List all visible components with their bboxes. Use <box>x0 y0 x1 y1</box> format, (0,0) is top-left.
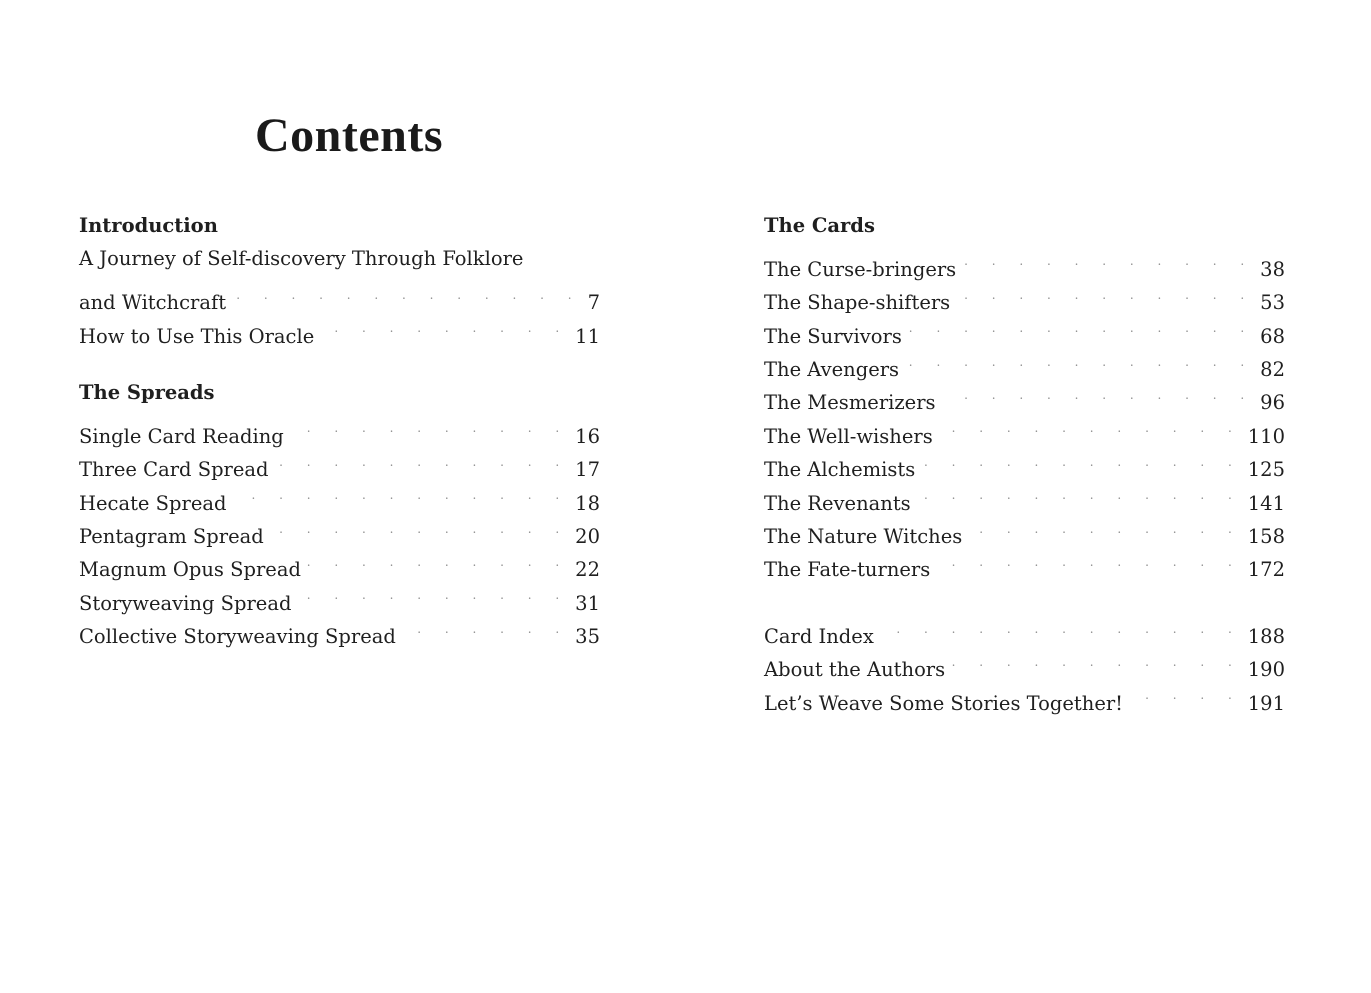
toc-entry-label: Magnum Opus Spread <box>79 558 301 582</box>
dot-leader <box>908 309 1254 342</box>
toc-entry[interactable] <box>79 409 600 448</box>
toc-entry-page-number: 17 <box>575 458 600 482</box>
toc-entry-label: The Well-wishers <box>764 424 933 448</box>
dot-leader <box>290 409 569 442</box>
dot-leader <box>402 610 569 643</box>
dot-leader <box>956 276 1254 309</box>
toc-entry-page-number: 188 <box>1247 625 1285 649</box>
toc-entry-page-number: 158 <box>1247 524 1285 548</box>
toc-section-cards <box>764 209 1285 582</box>
page-title: Contents <box>255 109 444 162</box>
toc-entry[interactable] <box>764 242 1285 281</box>
toc-entry-label: Storyweaving Spread <box>79 591 292 615</box>
toc-entry-label: How to Use This Oracle <box>79 324 315 348</box>
dot-leader <box>905 343 1254 376</box>
dot-leader <box>320 309 569 342</box>
toc-entry-page-number: 191 <box>1247 691 1285 715</box>
toc-entry-page-number: 16 <box>575 424 600 448</box>
toc-entry-page-number: 82 <box>1260 357 1285 381</box>
toc-entry-label: The Fate-turners <box>764 558 931 582</box>
dot-leader <box>1129 676 1242 709</box>
toc-entry-label: and Witchcraft <box>79 291 227 315</box>
toc-section-spreads <box>79 376 600 649</box>
toc-section-back-matter <box>764 610 1285 715</box>
dot-leader <box>939 409 1242 442</box>
dot-leader <box>275 443 570 476</box>
toc-right-column <box>764 209 1285 715</box>
toc-section-introduction <box>79 209 600 348</box>
dot-leader <box>917 476 1242 509</box>
toc-entry[interactable] <box>764 610 1285 649</box>
toc-entry-label: The Alchemists <box>764 458 916 482</box>
toc-entry-label: Hecate Spread <box>79 491 227 515</box>
dot-leader <box>942 376 1255 409</box>
section-heading-cards: The Cards <box>764 214 875 237</box>
dot-leader <box>297 576 569 609</box>
toc-entry-label: The Nature Witches <box>764 524 963 548</box>
toc-entry-page-number: 18 <box>575 491 600 515</box>
toc-entry-label: Collective Storyweaving Spread <box>79 625 396 649</box>
toc-entry-label: Card Index <box>764 625 874 649</box>
toc-entry-label: The Avengers <box>764 357 900 381</box>
toc-entry-page-number: 96 <box>1260 391 1285 415</box>
toc-entry-journey-line1[interactable]: A Journey of Self-discovery Through Folklore <box>79 247 524 271</box>
toc-entry-page-number: 110 <box>1247 424 1285 448</box>
toc-entry-label: The Curse-bringers <box>764 257 957 281</box>
dot-leader <box>968 510 1242 543</box>
dot-leader <box>951 643 1242 676</box>
dot-leader <box>232 476 569 509</box>
toc-entry-journey[interactable] <box>79 276 600 315</box>
toc-entry-page-number: 22 <box>575 558 600 582</box>
dot-leader <box>232 276 582 309</box>
dot-leader <box>270 510 569 543</box>
toc-entry-page-number: 141 <box>1247 491 1285 515</box>
section-heading-introduction: Introduction <box>79 214 218 237</box>
toc-entry-page-number: 38 <box>1260 257 1285 281</box>
toc-entry-page-number: 53 <box>1260 291 1285 315</box>
toc-entry-label: The Shape-shifters <box>764 291 951 315</box>
toc-entry-label: About the Authors <box>764 658 946 682</box>
dot-leader <box>936 543 1242 576</box>
toc-entry-label: The Survivors <box>764 324 902 348</box>
toc-entry-label: Single Card Reading <box>79 424 284 448</box>
toc-entry-label: The Revenants <box>764 491 911 515</box>
toc-left-column <box>79 209 600 649</box>
toc-entry-label: Pentagram Spread <box>79 524 264 548</box>
dot-leader <box>921 443 1242 476</box>
dot-leader <box>307 543 569 576</box>
toc-entry-label: Three Card Spread <box>79 458 269 482</box>
toc-entry-page-number: 125 <box>1247 458 1285 482</box>
toc-entry-page-number: 11 <box>575 324 600 348</box>
section-heading-spreads: The Spreads <box>79 380 215 404</box>
toc-entry-page-number: 172 <box>1247 558 1285 582</box>
toc-entry-page-number: 68 <box>1260 324 1285 348</box>
toc-entry-label: The Mesmerizers <box>764 391 936 415</box>
toc-entry-page-number: 7 <box>587 291 600 315</box>
toc-entry-page-number: 190 <box>1247 658 1285 682</box>
dot-leader <box>962 242 1254 275</box>
toc-entry-page-number: 20 <box>575 524 600 548</box>
dot-leader <box>880 610 1242 643</box>
toc-entry-page-number: 35 <box>575 625 600 649</box>
toc-entry-page-number: 31 <box>575 591 600 615</box>
toc-entry-label: Let’s Weave Some Stories Together! <box>764 691 1124 715</box>
